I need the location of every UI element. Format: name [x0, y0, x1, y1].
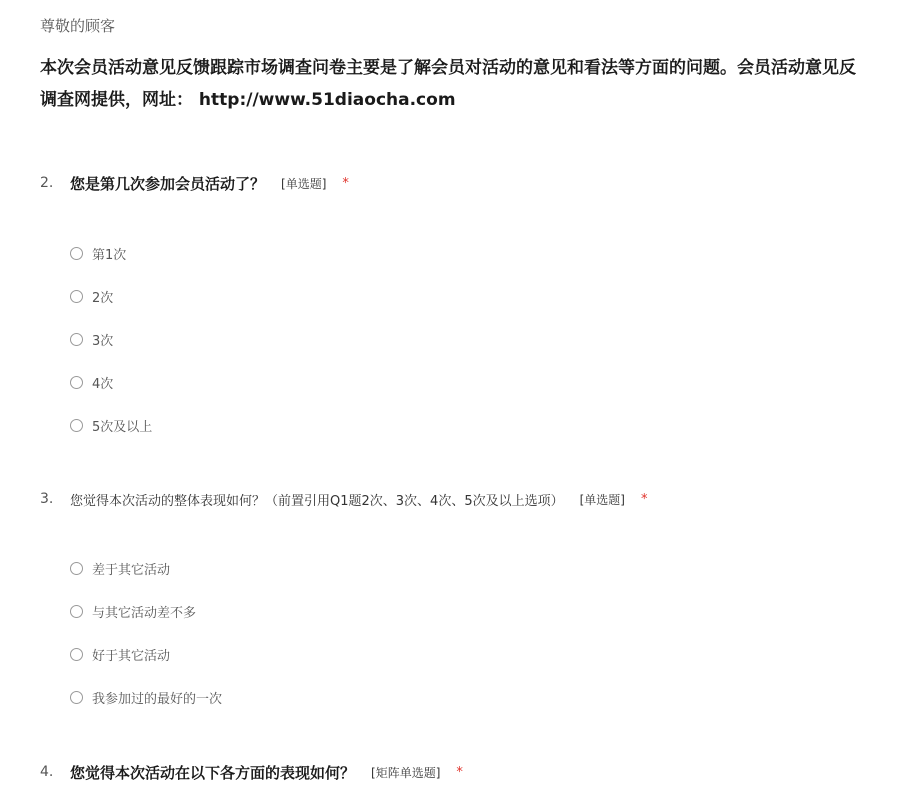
greeting-text: 尊敬的顾客 [40, 17, 116, 35]
option-label: 3次 [92, 333, 114, 349]
option-label: 2次 [92, 290, 114, 306]
required-marker: * [456, 764, 463, 780]
option-radio-best[interactable] [70, 687, 222, 707]
option-label: 好于其它活动 [92, 648, 171, 664]
question-type-label: [单选题] [281, 176, 327, 191]
question-title: 您觉得本次活动的整体表现如何？（前置引用Q1题2次、3次、4次、5次及以上选项） [70, 493, 564, 509]
question-number: 2. [40, 175, 54, 191]
required-marker: * [640, 491, 648, 507]
option-label: 5次及以上 [92, 419, 153, 435]
radio-circle-icon[interactable] [70, 648, 83, 661]
option-label: 与其它活动差不多 [92, 605, 197, 621]
question-type-label: [单选题] [579, 492, 625, 507]
option-radio-5th-plus[interactable] [70, 415, 152, 435]
question-number: 3. [40, 491, 54, 507]
question-title: 您是第几次参加会员活动了？ [70, 174, 266, 193]
radio-circle-icon[interactable] [70, 419, 83, 432]
required-marker: * [342, 175, 349, 191]
radio-circle-icon[interactable] [70, 247, 83, 260]
option-radio-4th[interactable] [70, 372, 113, 392]
survey-intro [40, 52, 900, 116]
question-type-label: [矩阵单选题] [371, 765, 441, 780]
radio-circle-icon[interactable] [70, 562, 83, 575]
option-radio-1st[interactable] [70, 243, 126, 263]
question-number: 4. [40, 764, 54, 780]
question-header [40, 761, 463, 783]
option-label: 4次 [92, 376, 114, 392]
option-label: 差于其它活动 [92, 562, 171, 578]
option-radio-worse[interactable] [70, 558, 170, 578]
question-header [40, 488, 647, 510]
intro-line-1: 本次会员活动意见反馈跟踪市场调查问卷主要是了解会员对活动的意见和看法等方面的问题。会员活动意见反 [40, 58, 856, 78]
option-radio-better[interactable] [70, 644, 170, 664]
radio-circle-icon[interactable] [70, 333, 83, 346]
option-radio-similar[interactable] [70, 601, 196, 621]
question-title: 您觉得本次活动在以下各方面的表现如何？ [70, 763, 356, 782]
option-radio-3rd[interactable] [70, 329, 113, 349]
radio-circle-icon[interactable] [70, 290, 83, 303]
option-label: 第1次 [92, 247, 127, 263]
radio-circle-icon[interactable] [70, 691, 83, 704]
radio-circle-icon[interactable] [70, 376, 83, 389]
intro-line-2: 调查网提供，网址： http://www.51diaocha.com [40, 90, 456, 110]
radio-circle-icon[interactable] [70, 605, 83, 618]
option-radio-2nd[interactable] [70, 286, 113, 306]
question-header [40, 172, 349, 194]
option-label: 我参加过的最好的一次 [92, 691, 223, 707]
